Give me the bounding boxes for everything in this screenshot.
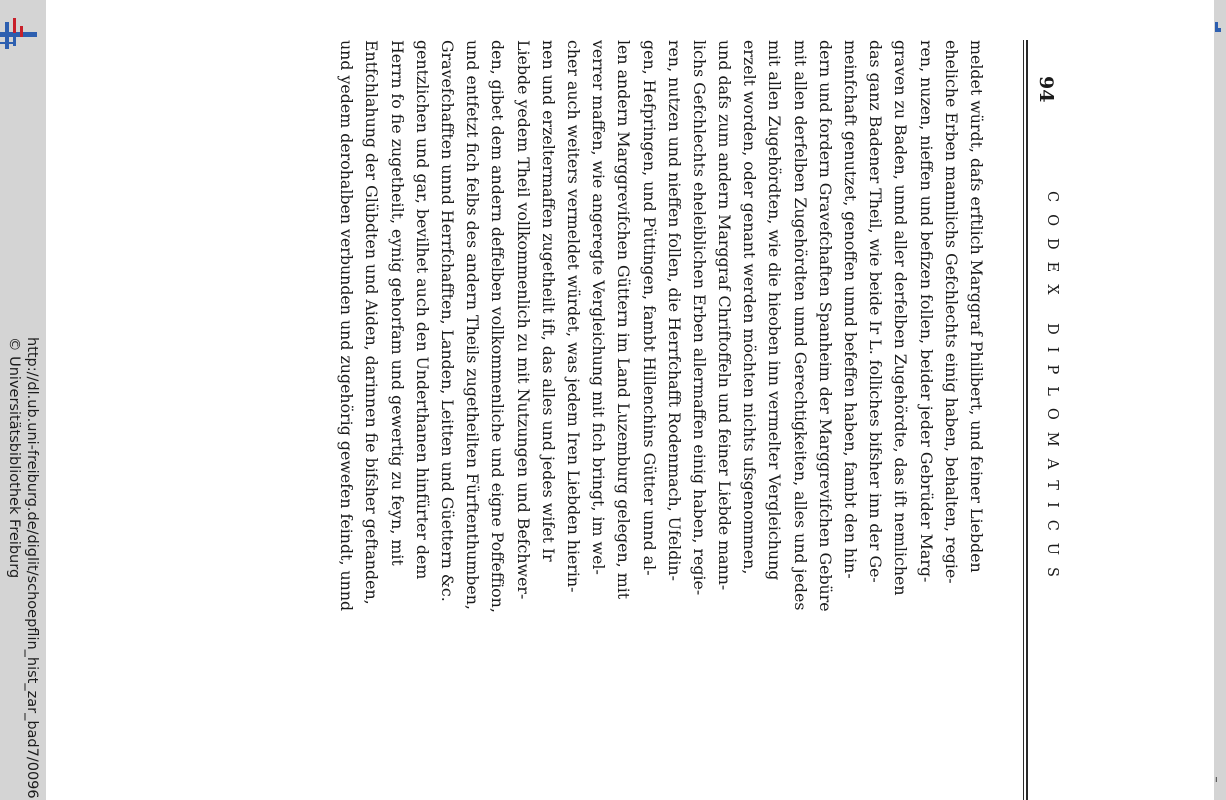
text-line: und yedem derohalben verbunden und zugehörig gewefen feindt, unnd: [337, 40, 357, 612]
text-line: Liebde yedem Theil vollkommenlich zu mit Nutzungen und Befchwer-: [513, 40, 533, 600]
sidebar-citation: [0, 0, 46, 800]
scanned-page: [337, 40, 1060, 800]
text-line: erzelt worden, oder genant werden möchten nichts ufsgenommen,: [740, 40, 760, 575]
header-rule-thick: [1026, 40, 1028, 800]
text-line: eheliche Erben mannlichs Gefchlechts einig haben, behalten, regie-: [941, 40, 961, 584]
header-rule-thin: [1023, 40, 1024, 800]
text-line: ren, nutzen und nieffen follen, die Herrfchafft Rodenmach, Ufeldin-: [664, 40, 684, 581]
page-number: 94: [1035, 76, 1057, 103]
running-head: CODEX DIPLOMATICUS: [1044, 191, 1060, 589]
right-sidebar: [1214, 0, 1226, 800]
copyright-text: © Universitätsbibliothek Freiburg: [6, 337, 22, 579]
text-line: und entfetzt fich felbs des andern Theils zugetheilten Fürftenthumben,: [463, 40, 483, 610]
text-line: das ganz Badener Theil, wie beide Ir L. folliches bifsher inn der Ge-: [866, 40, 886, 583]
text-line: gen, Hefpringen, und Püttingen, fambt Hillenchins Gütter unnd al-: [639, 40, 659, 576]
text-line: meldet würdt, dafs erftlich Marggraf Philibert, und feiner Liebden: [967, 40, 986, 573]
text-line: und dafs zum andern Marggraf Chriftoffeln und feiner Liebde mann-: [715, 40, 735, 591]
text-line: Gravefchafften unnd Herrfchafften, Landen, Leitten und Güettern &c.: [438, 40, 458, 602]
text-line: gentzlichen und gar, bevilhet auch den Underthanen hinfürter dem: [412, 40, 432, 580]
text-line: den, gibet dem andern deffelben vollkommenliche und eigne Poffeffion,: [488, 40, 508, 613]
text-line: Entfchlahung der Glübdten und Aiden, darinnen fie bifsher geftanden,: [362, 40, 382, 605]
text-line: verrer maffen, wie angeregte Vergleichung mit fich bringt, im wel-: [589, 40, 609, 575]
university-library-logo-icon: [1215, 22, 1221, 38]
text-line: Herrn fo fie zugetheilt, eynig gehorfam und gewertig zu feyn, mit: [387, 40, 407, 566]
text-line: meinfchaft genutzet, genoffen unnd befeffen haben, fambt den hin-: [841, 40, 861, 579]
text-line: nen und erzeltermaffen zugetheilt ift, das alles und jedes wifet Ir: [538, 40, 558, 562]
text-line: dern und fordern Gravefchaften Spanheim der Marggrevifchen Gebüre: [815, 40, 835, 612]
source-url-link[interactable]: http://dl.ub.uni-freiburg.de/diglit/schoepflin_hist_zar_bad7/0096: [24, 337, 40, 799]
left-sidebar: [0, 0, 46, 800]
text-line: lichs Gefchlechts eheleiblichen Erben allermaffen einig haben, regie-: [689, 40, 709, 596]
text-line: mit allen derfelben Zugehördten unnd Gerechtigkeiten, alles und jedes: [790, 40, 810, 611]
text-line: ren, nuzen, nieffen und befizen follen, beider jeder Gebrüder Marg-: [916, 40, 936, 583]
text-line: len andern Marggrevifchen Güttern im Land Luzemburg gelegen, mit: [614, 40, 634, 600]
page-edge-mark: ı: [1215, 775, 1218, 785]
text-line: mit allen Zugehördten, wie die hieoben inn vermelter Vergleichung: [765, 40, 785, 581]
text-line: cher auch weiters vermeldet würdet, was jedem Iren Liebden hierin-: [564, 40, 583, 593]
body-text: [334, 40, 989, 670]
text-line: graven zu Baden, unnd aller derfelben Zugehördte, das ift nemlichen: [891, 40, 911, 596]
